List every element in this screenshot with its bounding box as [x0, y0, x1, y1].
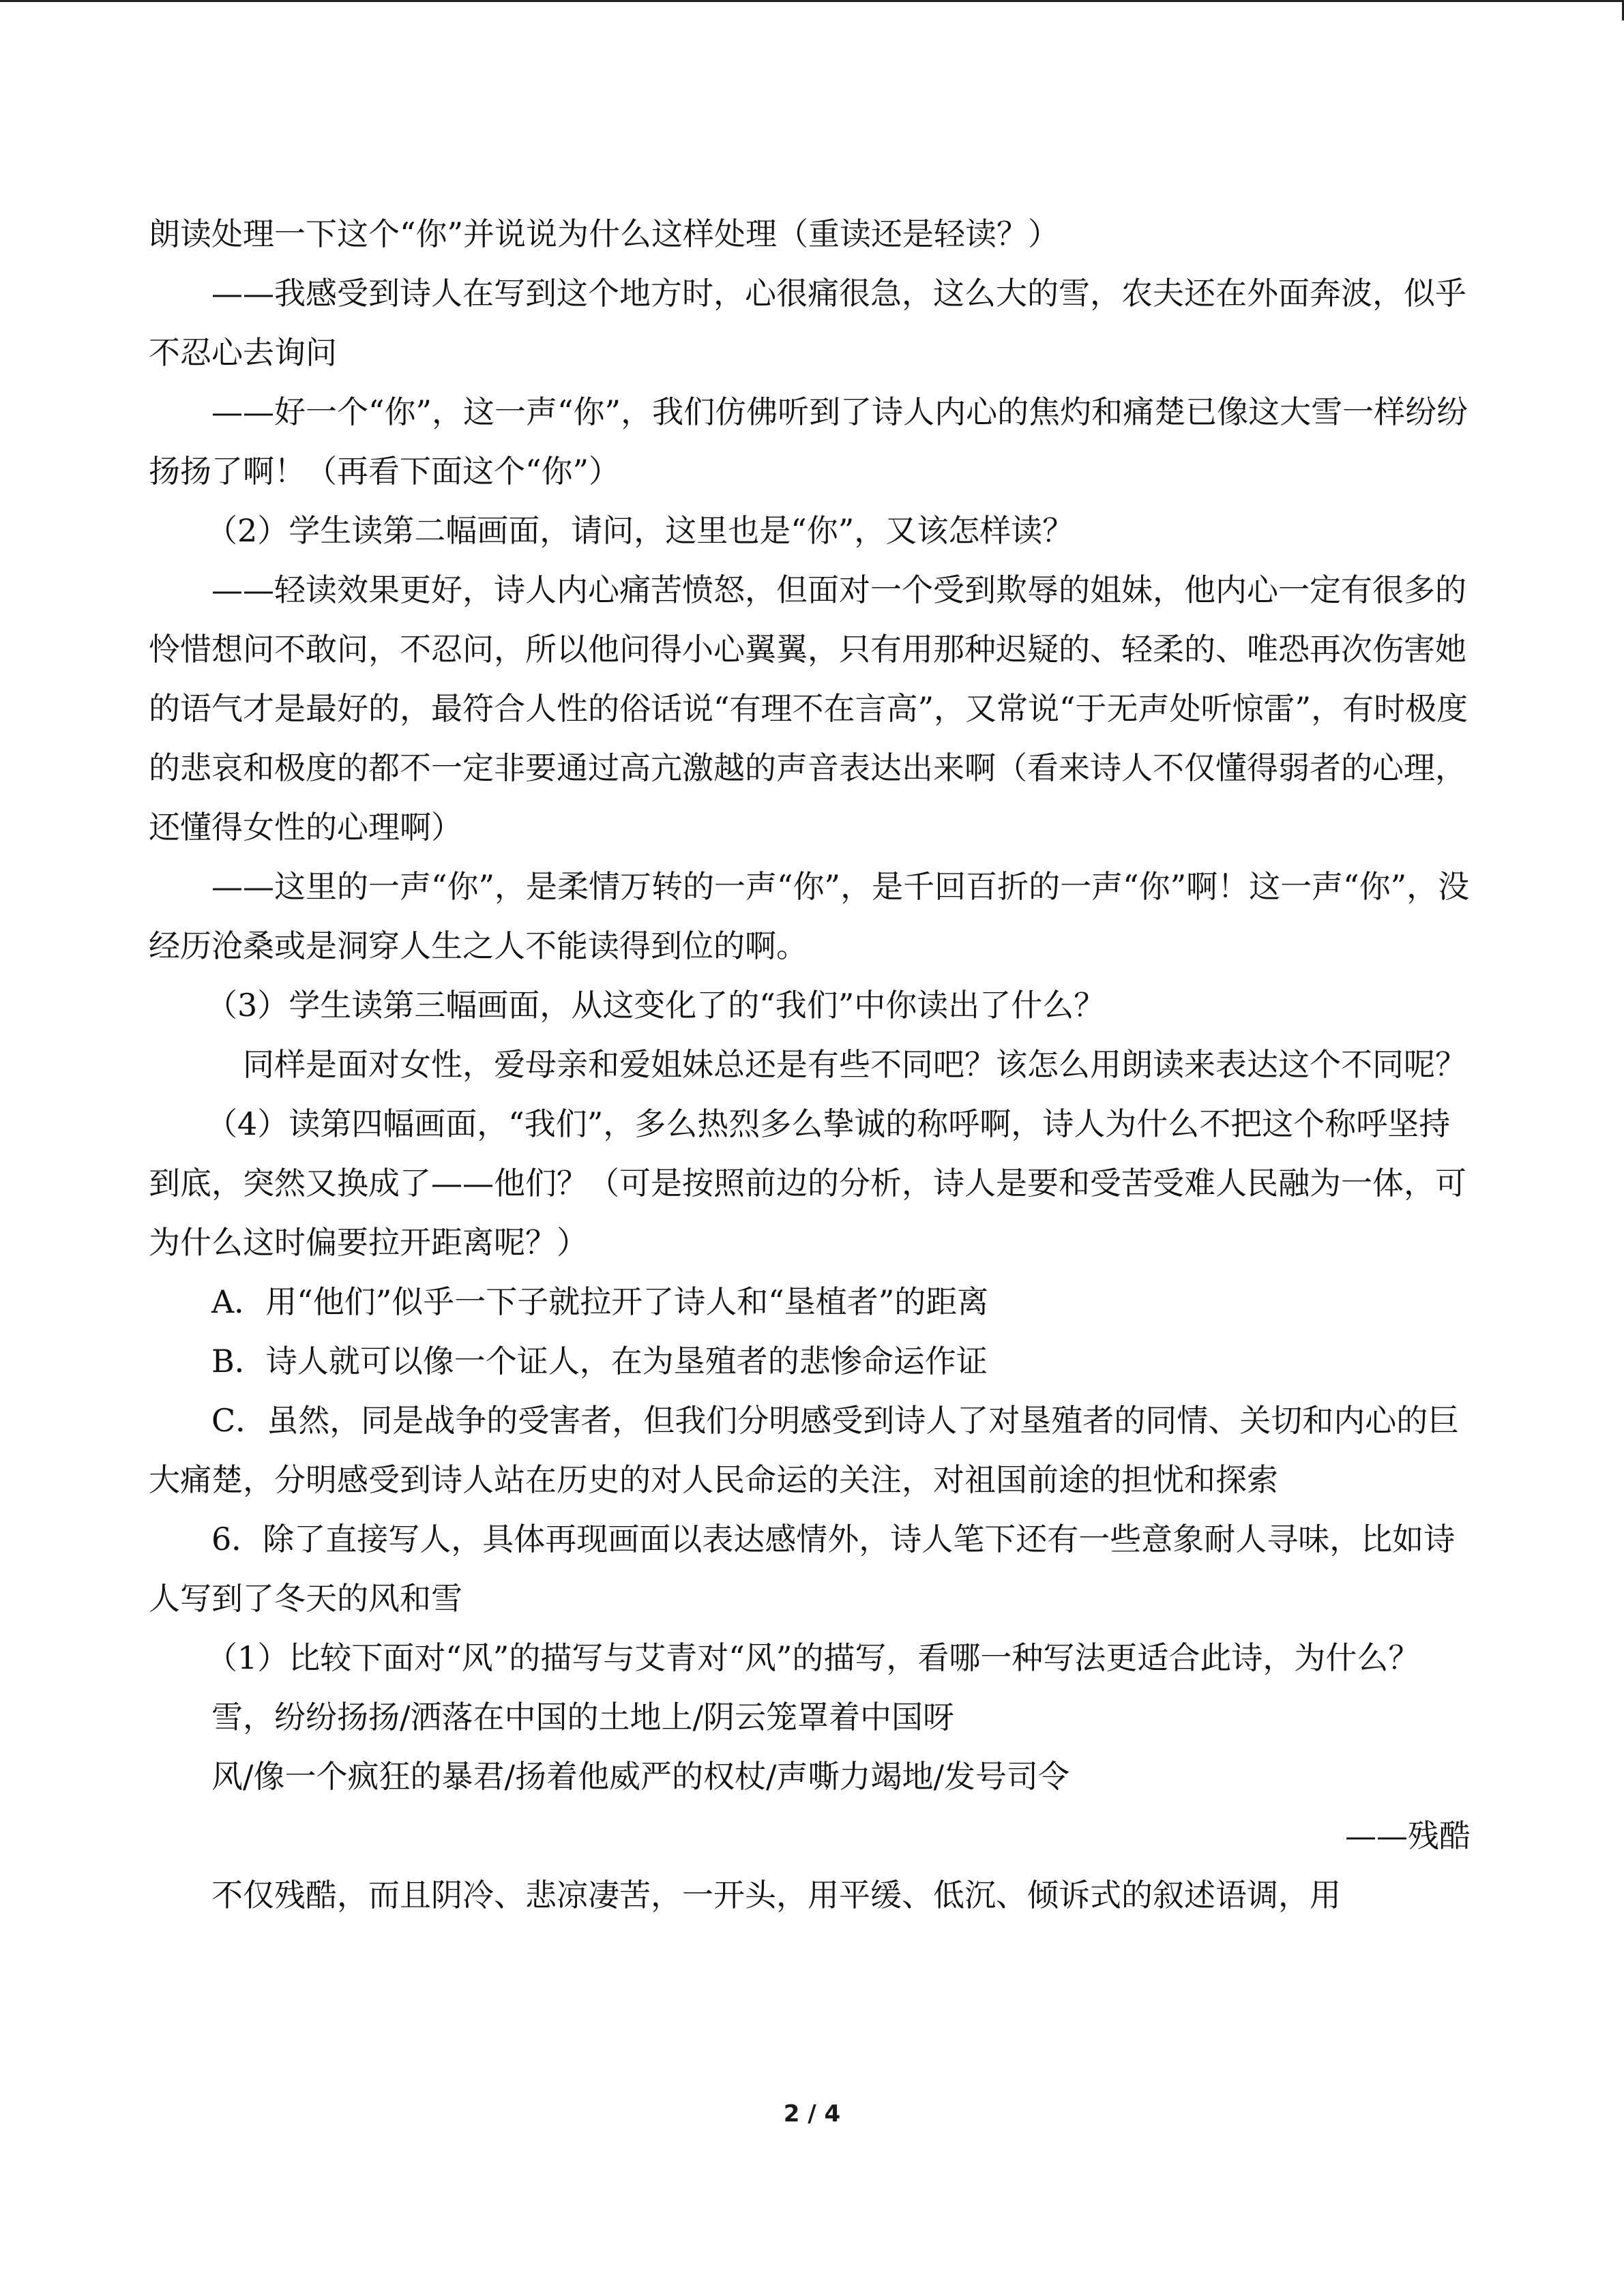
poem-line: 风/像一个疯狂的暴君/扬着他威严的权杖/声嘶力竭地/发号司令	[211, 1758, 1069, 1795]
paragraph: 同样是面对女性，爱母亲和爱姐妹总还是有些不同吧？该怎么用朗读来表达这个不同呢？	[243, 1046, 1466, 1083]
paragraph: ——好一个“你”，这一声“你”，我们仿佛听到了诗人内心的焦灼和痛楚已像这大雪一样纷纷扬扬了啊！（再看下面这个“你”）	[149, 393, 1468, 490]
paragraph: ——这里的一声“你”，是柔情万转的一声“你”，是千回百折的一声“你”啊！这一声“你”，没经历沧桑或是洞穿人生之人不能读得到位的啊。	[149, 868, 1470, 964]
paragraph: （3）学生读第三幅画面，从这变化了的“我们”中你读出了什么？	[206, 987, 1106, 1024]
list-item: C．虽然，同是战争的受害者，但我们分明感受到诗人了对垦殖者的同情、关切和内心的巨大痛楚，分明感受到诗人站在历史的对人民命运的关注，对祖国前途的担忧和探索	[149, 1402, 1460, 1498]
paragraph: ——轻读效果更好，诗人内心痛苦愤怒，但面对一个受到欺辱的姐妹，他内心一定有很多的怜惜想问不敢问，不忍问，所以他问得小心翼翼，只有用那种迟疑的、轻柔的、唯恐再次伤害她的语气才是最好的，最符合人性的俗话说“有理不在言高”，又常说“于无声处听惊雷”，有时极度的悲哀和极度的都不一定非要通过高亢激越的声音表达出来啊（看来诗人不仅懂得弱者的心理，还懂得女性的心理啊）	[149, 571, 1468, 846]
list-item: B．诗人就可以像一个证人，在为垦殖者的悲惨命运作证	[211, 1343, 988, 1380]
paragraph: （4）读第四幅画面，“我们”，多么热烈多么挚诚的称呼啊，诗人为什么不把这个称呼坚持到底，突然又换成了——他们？（可是按照前边的分析，诗人是要和受苦受难人民融为一体，可为什么这时偏要拉开距离呢？）	[149, 1105, 1466, 1261]
paragraph: （2）学生读第二幅画面，请问，这里也是“你”，又该怎样读？	[206, 512, 1074, 549]
page-number: 2 / 4	[783, 2100, 841, 2128]
attribution-text: ——残酷	[1345, 1817, 1471, 1854]
list-item: A．用“他们”似乎一下子就拉开了诗人和“垦植者”的距离	[211, 1283, 989, 1320]
top-border-line	[0, 0, 1624, 2]
paragraph: （1）比较下面对“风”的描写与艾青对“风”的描写，看哪一种写法更适合此诗，为什么？	[206, 1639, 1420, 1676]
paragraph: ——我感受到诗人在写到这个地方时，心很痛很急，这么大的雪，农夫还在外面奔波，似乎不忍心去询问	[149, 275, 1466, 371]
paragraph: 不仅残酷，而且阴冷、悲凉凄苦，一开头，用平缓、低沉、倾诉式的叙述语调，用	[211, 1877, 1341, 1913]
poem-line: 雪，纷纷扬扬/洒落在中国的土地上/阴云笼罩着中国呀	[211, 1699, 954, 1735]
paragraph: 6．除了直接写人，具体再现画面以表达感情外，诗人笔下还有一些意象耐人寻味，比如诗人写到了冬天的风和雪	[149, 1521, 1456, 1617]
document-body	[149, 205, 1476, 1925]
poem-attribution	[149, 1806, 1481, 1866]
paragraph: 朗读处理一下这个“你”并说说为什么这样处理（重读还是轻读？）	[149, 215, 1060, 252]
